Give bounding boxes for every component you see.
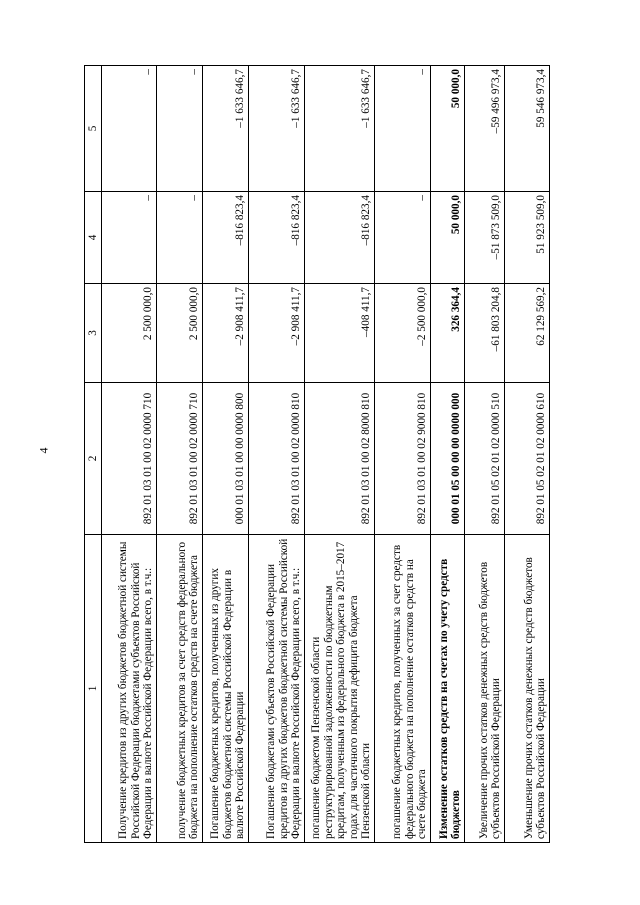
table-row <box>203 66 249 843</box>
budget-classification-code: 892 01 05 02 01 02 0000 510 <box>465 383 505 535</box>
row-name: погашение бюджетом Пензенской области реструктурированной задолженности по бюджетным кредитам, полученным из федерального бюджета в 2015–2017 годах для частичного покрытия дефицита бюджета Пензенской области <box>305 535 375 843</box>
budget-sources-table <box>84 65 550 843</box>
value-column-5: – <box>375 66 431 192</box>
value-column-5: –1 633 646,7 <box>203 66 249 192</box>
table-row <box>465 66 505 843</box>
row-name: Погашение бюджетами субъектов Российской Федерации кредитов из других бюджетов бюджетной системы Российской Федерации в валюте Российской Федерации всего, в т.ч.: <box>249 535 305 843</box>
table-row <box>102 66 157 843</box>
value-column-5: – <box>102 66 157 192</box>
value-column-3: –2 908 411,7 <box>249 284 305 383</box>
rotated-page-content <box>84 66 548 843</box>
value-column-5: 50 000,0 <box>431 66 465 192</box>
row-name: Уменьшение прочих остатков денежных средств бюджетов субъектов Российской Федерации <box>505 535 550 843</box>
value-column-3: 2 500 000,0 <box>102 284 157 383</box>
value-column-3: 2 500 000,0 <box>157 284 203 383</box>
table-row <box>505 66 550 843</box>
row-name: погашение бюджетных кредитов, полученных за счет средств федерального бюджета на пополнение остатков средств на счете бюджета <box>375 535 431 843</box>
value-column-4: –816 823,4 <box>249 192 305 284</box>
budget-classification-code: 892 01 03 01 00 02 9000 810 <box>375 383 431 535</box>
value-column-5: – <box>157 66 203 192</box>
value-column-5: –1 633 646,7 <box>305 66 375 192</box>
row-name: Получение кредитов из других бюджетов бюджетной системы Российской Федерации бюджетами субъектов Российской Федерации в валюте Российской Федерации всего, в т.ч.: <box>102 535 157 843</box>
value-column-3: –2 908 411,7 <box>203 284 249 383</box>
budget-classification-code: 000 01 03 01 00 00 0000 800 <box>203 383 249 535</box>
table-row <box>157 66 203 843</box>
value-column-4: –816 823,4 <box>203 192 249 284</box>
header-cell-2: 2 <box>85 383 102 535</box>
value-column-5: –1 633 646,7 <box>249 66 305 192</box>
value-column-3: –2 500 000,0 <box>375 284 431 383</box>
budget-classification-code: 892 01 03 01 00 02 0000 810 <box>249 383 305 535</box>
table-row <box>431 66 465 843</box>
value-column-4: 50 000,0 <box>431 192 465 284</box>
budget-classification-code: 892 01 03 01 00 02 0000 710 <box>102 383 157 535</box>
row-name: Увеличение прочих остатков денежных средств бюджетов субъектов Российской Федерации <box>465 535 505 843</box>
value-column-3: –61 803 204,8 <box>465 284 505 383</box>
row-name: получение бюджетных кредитов за счет средств федерального бюджета на пополнение остатков средств на счете бюджета <box>157 535 203 843</box>
budget-classification-code: 000 01 05 00 00 00 0000 000 <box>431 383 465 535</box>
value-column-3: 62 129 569,2 <box>505 284 550 383</box>
value-column-4: – <box>375 192 431 284</box>
row-name: Изменение остатков средств на счетах по учету средств бюджетов <box>431 535 465 843</box>
value-column-4: –816 823,4 <box>305 192 375 284</box>
header-cell-4: 4 <box>85 192 102 284</box>
page-number: 4 <box>36 447 51 454</box>
row-name: Погашение бюджетных кредитов, полученных из других бюджетов бюджетной системы Российской Федерации в валюте Российской Федерации <box>203 535 249 843</box>
table-row <box>249 66 305 843</box>
value-column-5: –59 496 973,4 <box>465 66 505 192</box>
value-column-4: 51 923 509,0 <box>505 192 550 284</box>
header-cell-1: 1 <box>85 535 102 843</box>
budget-classification-code: 892 01 05 02 01 02 0000 610 <box>505 383 550 535</box>
table-row <box>375 66 431 843</box>
value-column-5: 59 546 973,4 <box>505 66 550 192</box>
value-column-3: –408 411,7 <box>305 284 375 383</box>
value-column-3: 326 364,4 <box>431 284 465 383</box>
budget-classification-code: 892 01 03 01 00 02 0000 710 <box>157 383 203 535</box>
value-column-4: – <box>102 192 157 284</box>
table-row <box>305 66 375 843</box>
header-row <box>85 66 102 843</box>
value-column-4: – <box>157 192 203 284</box>
header-cell-3: 3 <box>85 284 102 383</box>
value-column-4: –51 873 509,0 <box>465 192 505 284</box>
budget-classification-code: 892 01 03 01 00 02 8000 810 <box>305 383 375 535</box>
header-cell-5: 5 <box>85 66 102 192</box>
